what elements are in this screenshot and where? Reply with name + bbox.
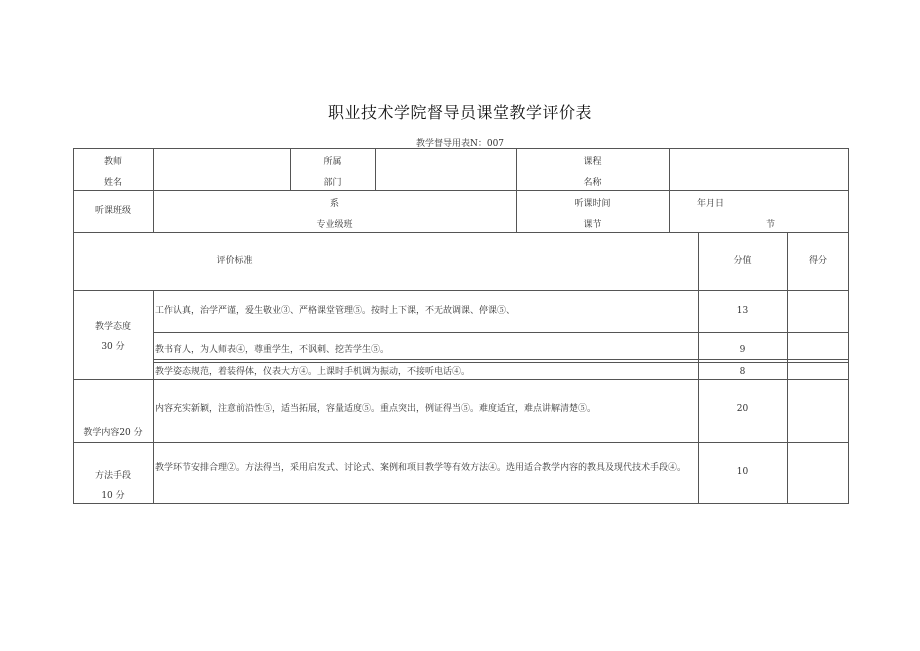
col-divider [669,148,670,190]
period-label: 课节 [583,220,602,230]
row-divider [73,442,849,443]
form-number: 教学督导用表N：007 [415,139,505,149]
course-label: 课程 [583,157,602,167]
course-label: 名称 [583,178,602,188]
col-divider [375,148,376,190]
row-divider [73,190,849,191]
criterion-value: 9 [739,345,746,355]
col-divider [669,190,670,232]
section-points: 30 分 [101,342,125,352]
score-header: 得分 [808,256,827,266]
dept-suffix: 系 [329,199,339,209]
major-class-label: 专业级班 [316,220,353,230]
section-name: 方法手段 [94,471,131,481]
criterion-value: 8 [739,367,746,377]
dept-label: 部门 [323,178,342,188]
date-text: 年月日 [697,199,725,209]
col-divider [153,148,154,190]
section-name: 教学态度 [94,322,131,332]
criterion-value: 10 [736,467,749,477]
class-label: 听课班级 [94,206,131,216]
criterion-value: 13 [736,306,749,316]
criterion-text: 工作认真，治学严谨，爱生敬业③、严格课堂管理⑤。按时上下课，不无故调课、停课⑤、 [155,306,516,316]
row-divider [73,290,849,291]
time-label: 听课时间 [574,199,611,209]
criterion-value: 20 [736,404,749,414]
section-points: 10 分 [101,491,125,501]
row-divider [153,362,849,363]
criterion-text: 教学姿态规范，着装得体，仪表大方④。上课时手机调为振动，不接听电话④。 [155,367,471,377]
teacher-label: 教师 [103,157,122,167]
row-divider [153,332,849,333]
row-divider [73,232,849,233]
section-name: 教学内容20 分 [83,428,143,438]
criteria-header: 评价标准 [216,256,253,266]
dept-label: 所属 [323,157,342,167]
criterion-text: 内容充实新颖，注意前沿性⑤，适当拓展，容量适度⑤。重点突出，例证得当⑤。难度适宜，难点讲解清楚⑤。 [155,404,597,414]
row-divider [153,359,849,360]
points-header: 分值 [733,256,752,266]
col-divider [153,290,154,504]
period-suffix: 节 [766,220,776,230]
criterion-text: 教书育人，为人师表④，尊重学生，不讽刺、挖苦学生⑤。 [155,345,390,355]
page-title: 职业技术学院督导员课堂教学评价表 [327,103,592,122]
teacher-label: 姓名 [103,178,122,188]
col-divider [787,232,788,504]
criterion-text: 教学环节安排合理②。方法得当，采用启发式、讨论式、案例和项目教学等有效方法④。选用适合教学内容的教具及现代技术手段④。 [155,463,687,473]
row-divider [73,379,849,380]
